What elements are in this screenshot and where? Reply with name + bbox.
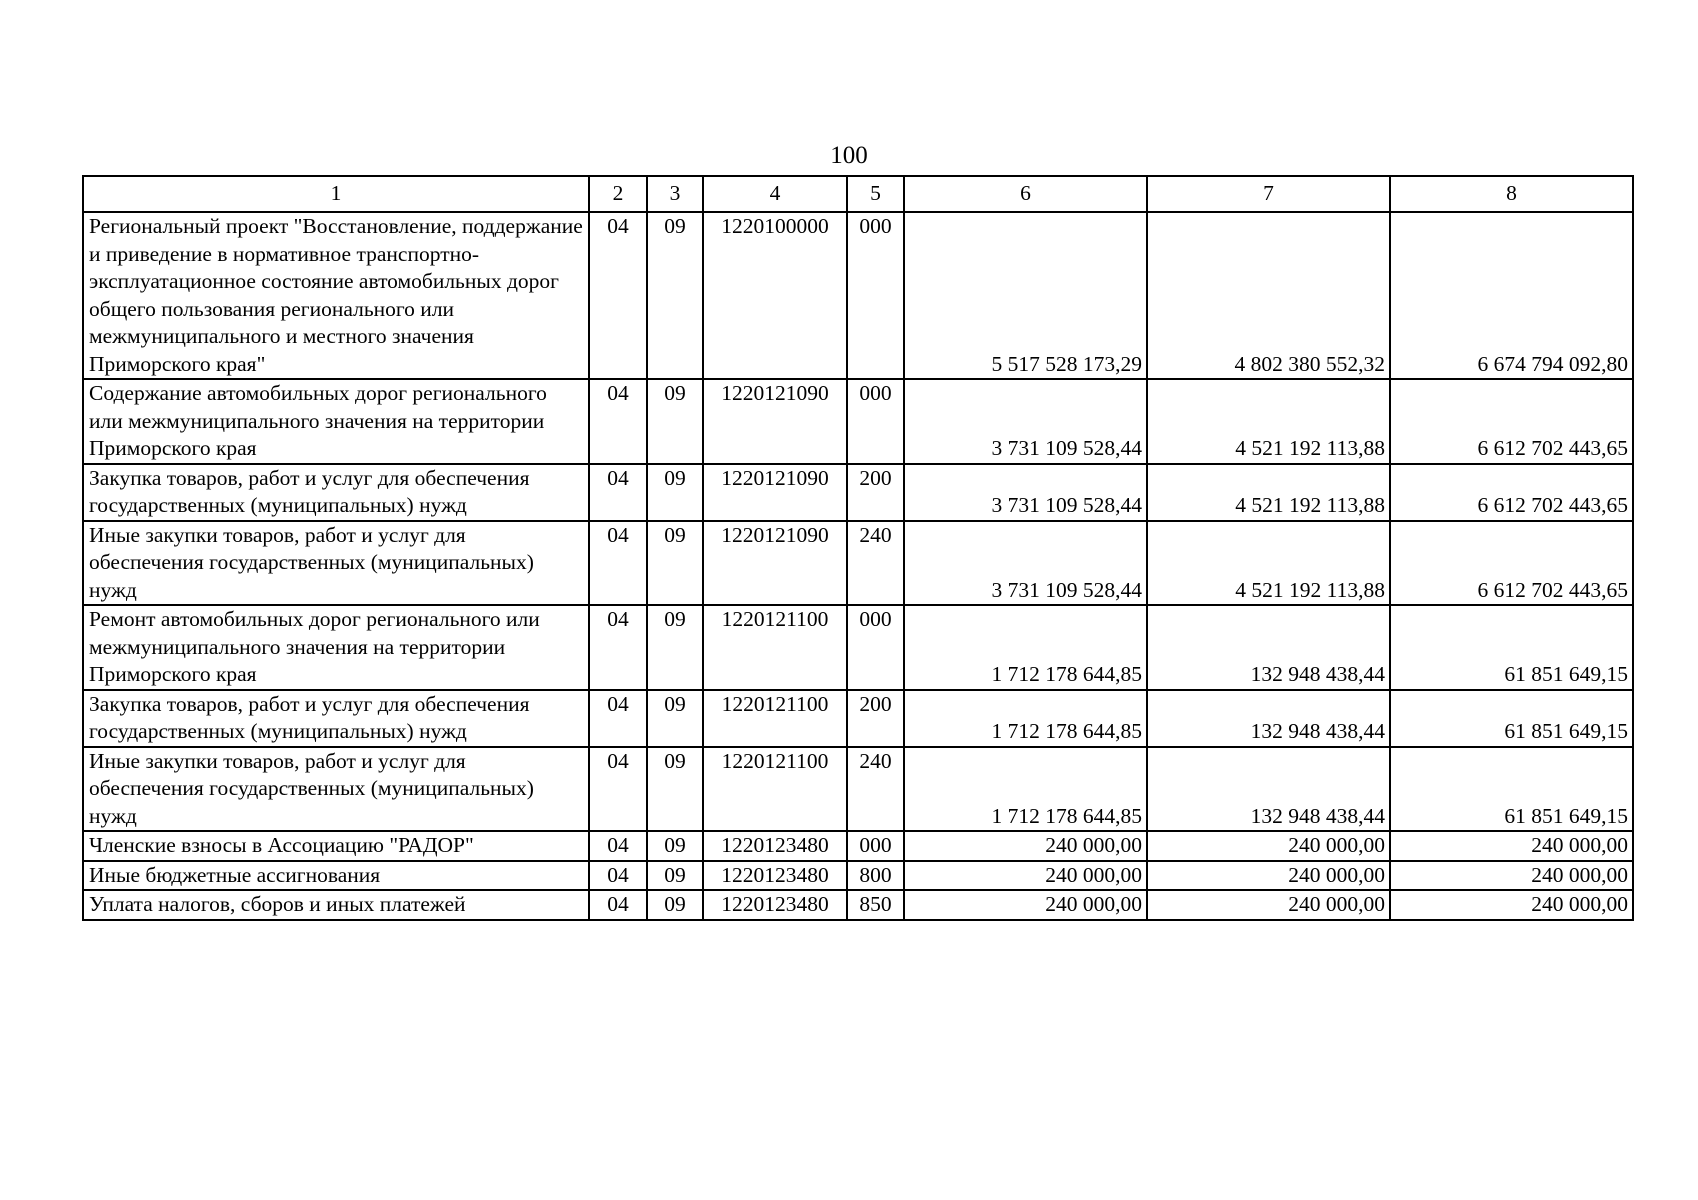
amount-year-3: 61 851 649,15 xyxy=(1390,690,1633,747)
amount-year-2: 132 948 438,44 xyxy=(1147,747,1390,832)
amount-year-2: 4 521 192 113,88 xyxy=(1147,464,1390,521)
row-description: Закупка товаров, работ и услуг для обеспечения государственных (муниципальных) нужд xyxy=(83,464,589,521)
budget-table xyxy=(82,175,1634,921)
subsection-code: 09 xyxy=(647,831,703,861)
expense-type-code: 000 xyxy=(847,831,904,861)
expense-type-code: 000 xyxy=(847,212,904,379)
column-number: 1 xyxy=(83,176,589,212)
section-code: 04 xyxy=(589,464,647,521)
subsection-code: 09 xyxy=(647,890,703,920)
section-code: 04 xyxy=(589,605,647,690)
amount-year-1: 240 000,00 xyxy=(904,890,1147,920)
amount-year-3: 6 612 702 443,65 xyxy=(1390,379,1633,464)
amount-year-2: 132 948 438,44 xyxy=(1147,690,1390,747)
table-header-row xyxy=(83,176,1633,212)
subsection-code: 09 xyxy=(647,605,703,690)
table-row xyxy=(83,212,1633,379)
amount-year-1: 1 712 178 644,85 xyxy=(904,747,1147,832)
expense-type-code: 800 xyxy=(847,861,904,891)
row-description: Закупка товаров, работ и услуг для обеспечения государственных (муниципальных) нужд xyxy=(83,690,589,747)
expense-type-code: 000 xyxy=(847,379,904,464)
expense-type-code: 240 xyxy=(847,521,904,606)
amount-year-2: 132 948 438,44 xyxy=(1147,605,1390,690)
expense-type-code: 200 xyxy=(847,464,904,521)
amount-year-1: 3 731 109 528,44 xyxy=(904,521,1147,606)
amount-year-3: 240 000,00 xyxy=(1390,861,1633,891)
table-row xyxy=(83,464,1633,521)
target-article-code: 1220123480 xyxy=(703,831,847,861)
section-code: 04 xyxy=(589,212,647,379)
row-description: Содержание автомобильных дорог регионального или межмуниципального значения на территории Приморского края xyxy=(83,379,589,464)
table-row xyxy=(83,861,1633,891)
subsection-code: 09 xyxy=(647,861,703,891)
target-article-code: 1220121100 xyxy=(703,747,847,832)
target-article-code: 1220100000 xyxy=(703,212,847,379)
section-code: 04 xyxy=(589,861,647,891)
amount-year-2: 240 000,00 xyxy=(1147,831,1390,861)
column-number: 8 xyxy=(1390,176,1633,212)
column-number: 5 xyxy=(847,176,904,212)
amount-year-3: 6 674 794 092,80 xyxy=(1390,212,1633,379)
expense-type-code: 200 xyxy=(847,690,904,747)
subsection-code: 09 xyxy=(647,212,703,379)
amount-year-2: 4 802 380 552,32 xyxy=(1147,212,1390,379)
amount-year-3: 240 000,00 xyxy=(1390,890,1633,920)
amount-year-1: 240 000,00 xyxy=(904,831,1147,861)
column-number: 3 xyxy=(647,176,703,212)
subsection-code: 09 xyxy=(647,379,703,464)
table-row xyxy=(83,890,1633,920)
amount-year-2: 4 521 192 113,88 xyxy=(1147,521,1390,606)
row-description: Региональный проект "Восстановление, поддержание и приведение в нормативное транспортно-эксплуатационное состояние автомобильных дорог общего пользования регионального или межмуниципального и местного значения Приморского края" xyxy=(83,212,589,379)
column-number: 6 xyxy=(904,176,1147,212)
amount-year-2: 240 000,00 xyxy=(1147,861,1390,891)
section-code: 04 xyxy=(589,379,647,464)
amount-year-1: 240 000,00 xyxy=(904,861,1147,891)
amount-year-1: 1 712 178 644,85 xyxy=(904,690,1147,747)
subsection-code: 09 xyxy=(647,521,703,606)
section-code: 04 xyxy=(589,890,647,920)
amount-year-3: 61 851 649,15 xyxy=(1390,605,1633,690)
table-row xyxy=(83,521,1633,606)
amount-year-2: 240 000,00 xyxy=(1147,890,1390,920)
expense-type-code: 000 xyxy=(847,605,904,690)
expense-type-code: 850 xyxy=(847,890,904,920)
target-article-code: 1220121090 xyxy=(703,521,847,606)
row-description: Уплата налогов, сборов и иных платежей xyxy=(83,890,589,920)
column-number: 2 xyxy=(589,176,647,212)
section-code: 04 xyxy=(589,690,647,747)
page-number: 100 xyxy=(830,142,868,169)
subsection-code: 09 xyxy=(647,747,703,832)
row-description: Ремонт автомобильных дорог регионального или межмуниципального значения на территории Приморского края xyxy=(83,605,589,690)
amount-year-1: 1 712 178 644,85 xyxy=(904,605,1147,690)
amount-year-1: 5 517 528 173,29 xyxy=(904,212,1147,379)
amount-year-3: 240 000,00 xyxy=(1390,831,1633,861)
target-article-code: 1220123480 xyxy=(703,890,847,920)
amount-year-1: 3 731 109 528,44 xyxy=(904,464,1147,521)
row-description: Иные закупки товаров, работ и услуг для обеспечения государственных (муниципальных) нужд xyxy=(83,521,589,606)
amount-year-3: 61 851 649,15 xyxy=(1390,747,1633,832)
expense-type-code: 240 xyxy=(847,747,904,832)
table-row xyxy=(83,605,1633,690)
row-description: Членские взносы в Ассоциацию "РАДОР" xyxy=(83,831,589,861)
section-code: 04 xyxy=(589,747,647,832)
target-article-code: 1220121090 xyxy=(703,464,847,521)
target-article-code: 1220121100 xyxy=(703,605,847,690)
section-code: 04 xyxy=(589,831,647,861)
target-article-code: 1220123480 xyxy=(703,861,847,891)
target-article-code: 1220121090 xyxy=(703,379,847,464)
row-description: Иные закупки товаров, работ и услуг для обеспечения государственных (муниципальных) нужд xyxy=(83,747,589,832)
column-number: 7 xyxy=(1147,176,1390,212)
subsection-code: 09 xyxy=(647,690,703,747)
table-row xyxy=(83,379,1633,464)
amount-year-2: 4 521 192 113,88 xyxy=(1147,379,1390,464)
row-description: Иные бюджетные ассигнования xyxy=(83,861,589,891)
column-number: 4 xyxy=(703,176,847,212)
amount-year-3: 6 612 702 443,65 xyxy=(1390,521,1633,606)
table-row xyxy=(83,747,1633,832)
section-code: 04 xyxy=(589,521,647,606)
table-row xyxy=(83,690,1633,747)
table-row xyxy=(83,831,1633,861)
subsection-code: 09 xyxy=(647,464,703,521)
amount-year-3: 6 612 702 443,65 xyxy=(1390,464,1633,521)
target-article-code: 1220121100 xyxy=(703,690,847,747)
amount-year-1: 3 731 109 528,44 xyxy=(904,379,1147,464)
